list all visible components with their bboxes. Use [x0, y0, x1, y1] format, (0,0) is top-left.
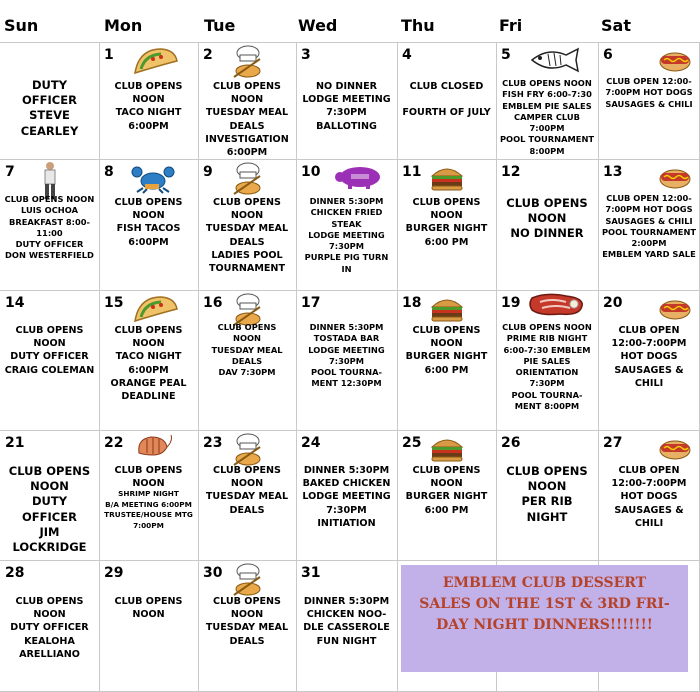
calendar-day-cell	[99, 290, 198, 430]
calendar-day-cell	[0, 42, 99, 159]
burger-icon	[429, 295, 465, 327]
day-events: CLUB OPEN 12:00-7:00PM HOT DOGS SAUSAGES & CHILI	[611, 325, 687, 389]
day-events: CLUB OPENS NOON BURGER NIGHT 6:00 PM	[405, 465, 488, 516]
calendar-day-cell	[198, 290, 296, 430]
banner-text: EMBLEM CLUB DESSERT SALES ON THE 1ST & 3RD FRI- DAY NIGHT DINNERS!!!!!!!	[419, 575, 670, 633]
day-number: 5	[501, 47, 511, 63]
calendar-day-cell	[99, 560, 198, 691]
crab-icon	[131, 164, 175, 198]
calendar-day-cell	[397, 430, 496, 560]
day-number: 17	[301, 295, 321, 311]
day-events: CLUB OPENS NOON DUTY OFFICER KEALOHA ARELLIANO	[10, 596, 89, 660]
day-events: DINNER 5:30PM BAKED CHICKEN LODGE MEETING 7:30PM INITIATION	[302, 465, 391, 529]
day-number: 21	[5, 435, 25, 451]
calendar-day-cell	[0, 159, 99, 290]
chef-icon	[230, 162, 266, 200]
hotdog-icon	[658, 47, 692, 77]
calendar-day-cell	[0, 560, 99, 691]
day-number: 31	[301, 565, 321, 581]
calendar-day-cell	[496, 42, 598, 159]
day-number: 4	[402, 47, 412, 63]
day-events: CLUB OPENS NOON LUIS OCHOA BREAKFAST 8:00- 11:00 DUTY OFFICER DON WESTERFIELD	[4, 194, 95, 261]
day-events: DUTY OFFICER STEVE CEARLEY	[20, 78, 79, 138]
calendar-day-cell	[496, 430, 598, 560]
calendar-day-cell	[397, 42, 496, 159]
day-number: 3	[301, 47, 311, 63]
day-events: CLUB OPENS NOON TUESDAY MEAL DEALS INVESTIGATION 6:00PM	[205, 81, 289, 159]
day-events: CLUB OPENS NOON TACO NIGHT 6:00PM ORANGE PEAL DEADLINE	[110, 325, 187, 403]
day-events: CLUB OPENS NOON TUESDAY MEAL DEALS	[205, 596, 289, 647]
day-tue: Tue	[204, 16, 236, 35]
calendar-day-cell	[296, 430, 397, 560]
day-number: 23	[203, 435, 223, 451]
day-fri: Fri	[499, 16, 523, 35]
day-events: CLUB OPENS NOON DUTY OFFICER JIM LOCKRIDGE	[8, 464, 91, 555]
day-number: 25	[402, 435, 422, 451]
day-number: 8	[104, 164, 114, 180]
calendar-day-cell	[198, 430, 296, 560]
day-events: CLUB OPENS NOON	[114, 596, 183, 621]
day-events: DINNER 5:30PM TOSTADA BAR LODGE MEETING 7:30PM POOL TOURNA- MENT 12:30PM	[308, 322, 385, 389]
day-number: 2	[203, 47, 213, 63]
day-events: CLUB OPEN 12:00-7:00PM HOT DOGS SAUSAGES & CHILI	[611, 465, 687, 529]
day-number: 28	[5, 565, 25, 581]
calendar-day-cell	[296, 560, 397, 691]
day-events: SHRIMP NIGHT B/A MEETING 6:00PM TRUSTEE/HOUSE MTG 7:00PM	[104, 489, 193, 530]
day-number: 13	[603, 164, 623, 180]
day-events: CLUB OPENS NOON TUESDAY MEAL DEALS LADIES POOL TOURNAMENT	[205, 197, 289, 275]
calendar-day-cell	[598, 430, 700, 560]
calendar-day-cell	[598, 159, 700, 290]
day-events: CLUB OPENS NOON PER RIB NIGHT	[506, 464, 588, 524]
day-number: 15	[104, 295, 124, 311]
day-number: 20	[603, 295, 623, 311]
day-events: CLUB OPENS NOON TUESDAY MEAL DEALS DAV 7:30PM	[211, 322, 283, 378]
day-wed: Wed	[298, 16, 338, 35]
calendar-day-cell	[0, 430, 99, 560]
calendar-day-cell	[198, 159, 296, 290]
day-events: CLUB OPEN 12:00- 7:00PM HOT DOGS SAUSAGES & CHILI POOL TOURNAMENT 2:00PM EMBLEM YARD SALE	[601, 193, 697, 260]
calendar-day-cell	[496, 159, 598, 290]
hotdog-icon	[658, 164, 692, 194]
day-number: 26	[501, 435, 521, 451]
burger-icon	[429, 435, 465, 467]
day-number: 9	[203, 164, 213, 180]
day-number: 30	[203, 565, 223, 581]
taco-icon	[131, 293, 179, 327]
day-events: CLUB CLOSED FOURTH OF JULY	[402, 81, 491, 119]
day-number: 14	[5, 295, 25, 311]
hotdog-icon	[658, 435, 692, 465]
burger-icon	[429, 164, 465, 196]
day-number: 24	[301, 435, 321, 451]
calendar-day-cell	[496, 290, 598, 430]
day-events: CLUB OPENS NOON BURGER NIGHT 6:00 PM	[405, 325, 488, 376]
day-events: CLUB OPENS NOON PRIME RIB NIGHT 6:00-7:30 EMBLEM PIE SALES ORIENTATION 7:30PM POOL TOURNA- MENT 8:00PM	[502, 322, 592, 412]
fish-icon	[526, 47, 582, 77]
day-events: CLUB OPENS NOON NO DINNER	[506, 196, 588, 241]
calendar-day-cell	[198, 42, 296, 159]
calendar-day-cell	[397, 159, 496, 290]
day-events: NO DINNER LODGE MEETING 7:30PM BALLOTING	[302, 81, 391, 132]
calendar-day-cell	[0, 290, 99, 430]
day-events: CLUB OPENS NOON DUTY OFFICER CRAIG COLEMAN	[4, 325, 95, 376]
day-sun: Sun	[4, 16, 39, 35]
day-events: DINNER 5:30PM CHICKEN FRIED STEAK LODGE MEETING 7:30PM PURPLE PIG TURN IN	[304, 196, 389, 274]
day-events: CLUB OPENS NOON TACO NIGHT 6:00PM	[114, 81, 183, 132]
calendar-day-cell	[99, 42, 198, 159]
pig-icon	[334, 164, 386, 194]
calendar-day-cell	[296, 290, 397, 430]
day-number: 29	[104, 565, 124, 581]
calendar-day-cell	[99, 159, 198, 290]
hotdog-icon	[658, 295, 692, 325]
calendar-day-cell	[198, 560, 296, 691]
day-number: 27	[603, 435, 623, 451]
day-sat: Sat	[601, 16, 631, 35]
day-number: 18	[402, 295, 422, 311]
day-number: 16	[203, 295, 223, 311]
day-number: 22	[104, 435, 124, 451]
day-events: CLUB OPENS NOON TUESDAY MEAL DEALS	[205, 465, 289, 516]
day-events: CLUB OPENS NOON FISH FRY 6:00-7:30 EMBLEM PIE SALES CAMPER CLUB 7:00PM POOL TOURNAMENT 8:00PM	[499, 78, 595, 156]
day-mon: Mon	[104, 16, 143, 35]
day-number: 10	[301, 164, 321, 180]
taco-icon	[131, 45, 179, 79]
day-number: 19	[501, 295, 521, 311]
calendar-day-cell	[598, 42, 700, 159]
day-thu: Thu	[401, 16, 435, 35]
weekday-header	[0, 0, 700, 42]
day-number: 6	[603, 47, 613, 63]
day-events: CLUB OPENS NOON BURGER NIGHT 6:00 PM	[405, 197, 488, 248]
day-events: CLUB OPENS NOON FISH TACOS 6:00PM	[114, 197, 183, 248]
chef-icon	[230, 45, 266, 83]
emblem-banner	[401, 565, 688, 672]
calendar-day-cell	[598, 290, 700, 430]
day-number: 1	[104, 47, 114, 63]
calendar-day-cell	[296, 42, 397, 159]
day-number: 11	[402, 164, 422, 180]
day-events: DINNER 5:30PM CHICKEN NOO- DLE CASSEROLE FUN NIGHT	[303, 596, 390, 647]
day-events: CLUB OPENS NOON	[114, 465, 183, 490]
day-number: 7	[5, 164, 15, 180]
steak-icon	[526, 292, 588, 322]
day-number: 12	[501, 164, 521, 180]
day-events: CLUB OPEN 12:00- 7:00PM HOT DOGS SAUSAGES & CHILI	[605, 76, 693, 109]
calendar-day-cell	[296, 159, 397, 290]
calendar-day-cell	[99, 430, 198, 560]
calendar-day-cell	[397, 290, 496, 430]
